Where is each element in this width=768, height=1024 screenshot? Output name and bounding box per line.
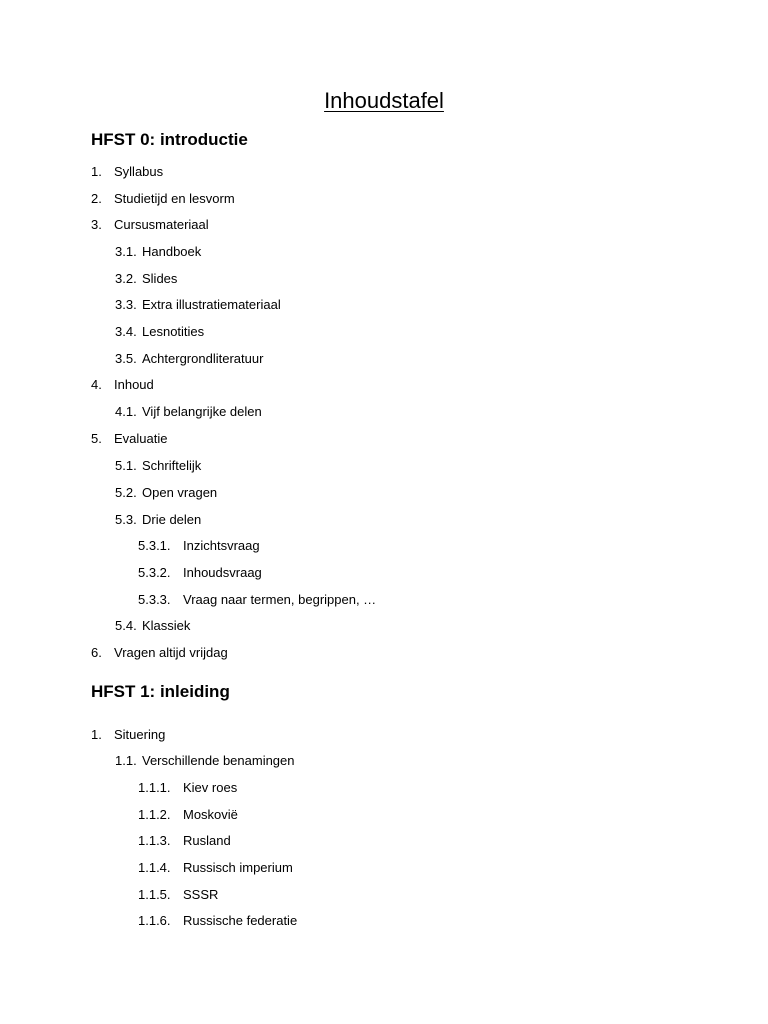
toc-number: 1.1.1.: [138, 780, 171, 795]
toc-text: Slides: [142, 271, 178, 286]
toc-number: 1.1.: [115, 753, 137, 768]
toc-text: Schriftelijk: [142, 458, 202, 473]
toc-number: 1.1.3.: [138, 833, 171, 848]
toc-number: 4.1.: [115, 404, 137, 419]
toc-number: 5.: [91, 431, 102, 446]
toc-text: Inhoudsvraag: [183, 565, 262, 580]
toc-number: 5.3.3.: [138, 592, 171, 607]
toc-text: Vijf belangrijke delen: [142, 404, 262, 419]
section-heading-hfst-0: HFST 0: introductie: [91, 130, 248, 149]
toc-text: Verschillende benamingen: [142, 753, 295, 768]
toc-number: 4.: [91, 377, 102, 392]
toc-number: 5.3.: [115, 512, 137, 527]
toc-text: Russisch imperium: [183, 860, 293, 875]
toc-number: 3.1.: [115, 244, 137, 259]
toc-number: 2.: [91, 191, 102, 206]
toc-number: 5.4.: [115, 618, 137, 633]
toc-text: Drie delen: [142, 512, 202, 527]
page-title: Inhoudstafel: [324, 88, 444, 113]
toc-text: Kiev roes: [183, 780, 238, 795]
toc-number: 5.3.2.: [138, 565, 171, 580]
toc-number: 3.: [91, 217, 102, 232]
toc-text: Lesnotities: [142, 324, 205, 339]
toc-number: 3.5.: [115, 351, 137, 366]
toc-text: Moskovië: [183, 807, 238, 822]
toc-number: 1.1.2.: [138, 807, 171, 822]
toc-text: SSSR: [183, 887, 219, 902]
toc-number: 5.2.: [115, 485, 137, 500]
toc-text: Evaluatie: [114, 431, 168, 446]
toc-text: Handboek: [142, 244, 202, 259]
toc-number: 3.4.: [115, 324, 137, 339]
toc-number: 6.: [91, 645, 102, 660]
toc-text: Inhoud: [114, 377, 154, 392]
toc-text: Russische federatie: [183, 913, 298, 928]
toc-number: 3.3.: [115, 297, 137, 312]
section-heading-hfst-1: HFST 1: inleiding: [91, 682, 230, 701]
toc-text: Situering: [114, 727, 166, 742]
toc-number: 1.1.5.: [138, 887, 171, 902]
toc-text: Studietijd en lesvorm: [114, 191, 235, 206]
toc-number: 1.: [91, 727, 102, 742]
toc-text: Klassiek: [142, 618, 191, 633]
toc-number: 5.1.: [115, 458, 137, 473]
toc-text: Syllabus: [114, 164, 164, 179]
toc-number: 1.: [91, 164, 102, 179]
toc-text: Open vragen: [142, 485, 218, 500]
toc-text: Achtergrondliteratuur: [142, 351, 264, 366]
toc-number: 1.1.6.: [138, 913, 171, 928]
toc-text: Vraag naar termen, begrippen, …: [183, 592, 377, 607]
toc-text: Vragen altijd vrijdag: [114, 645, 228, 660]
toc-text: Inzichtsvraag: [183, 538, 260, 553]
toc-text: Cursusmateriaal: [114, 217, 209, 232]
toc-text: Rusland: [183, 833, 231, 848]
toc-number: 1.1.4.: [138, 860, 171, 875]
toc-number: 5.3.1.: [138, 538, 171, 553]
toc-number: 3.2.: [115, 271, 137, 286]
toc-text: Extra illustratiemateriaal: [142, 297, 281, 312]
